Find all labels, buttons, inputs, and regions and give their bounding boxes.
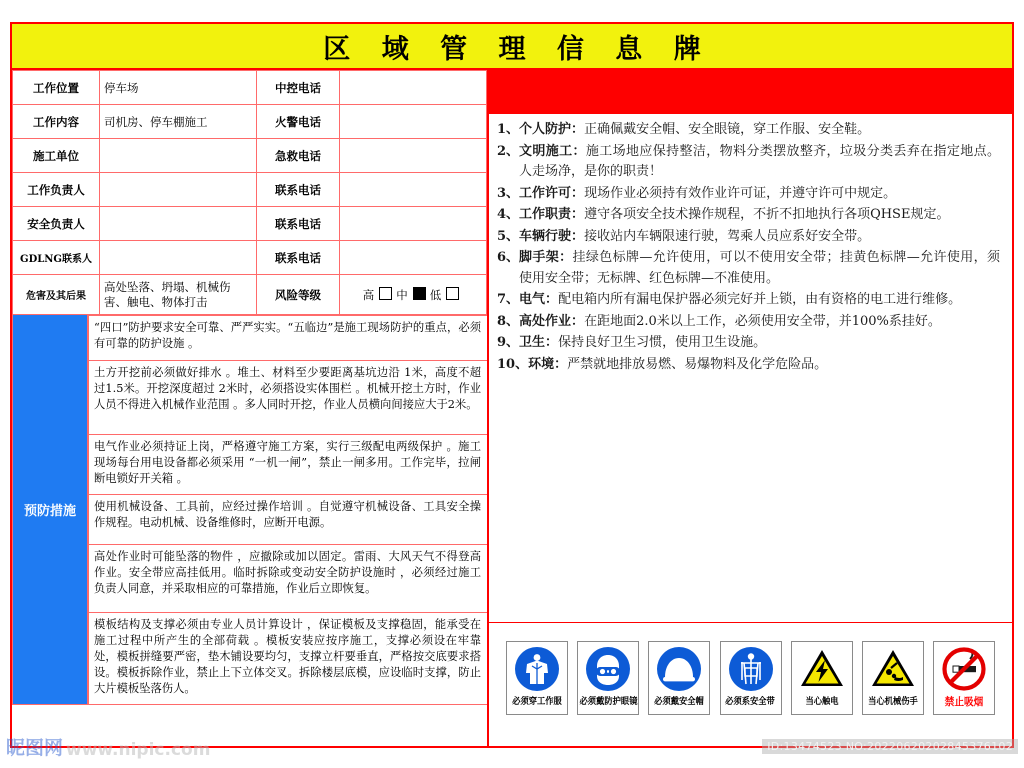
prevention-item: 高处作业时可能坠落的物件 ，应撤除或加以固定。雷雨、大风天气不得登高作业。安全带应高挂低用。临时拆除或变动安全防护设施时 ，必须经过施工负责人同意，并采取相应的可靠措施，作业后立即恢复。	[88, 545, 487, 613]
row-value[interactable]: 停车场	[100, 71, 257, 105]
prevention-item: 土方开挖前必须做好排水 。堆土、材料至少要距离基坑边沿 1米，高度不超过1.5米。开挖深度超过 2米时，必须搭设实体围栏 。机械开挖土方时，作业人员不得进入机械作业范围 。多人同时开挖，作业人员横向间接应大于2米。	[88, 361, 487, 435]
rule-number: 4、	[497, 207, 520, 223]
rule-body	[519, 248, 1000, 289]
no-smoking-icon	[941, 646, 987, 692]
rule-text: 正确佩戴安全帽、安全眼镜，穿工作服、安全鞋。	[584, 122, 871, 137]
rule-body	[519, 312, 1000, 333]
rule-item	[497, 205, 1000, 226]
rule-item	[497, 248, 1000, 289]
rules-list	[489, 114, 1012, 623]
rule-number: 5、	[497, 228, 520, 244]
rule-item	[497, 290, 1000, 311]
rule-title: 车辆行驶：	[519, 228, 585, 244]
info-table	[12, 70, 487, 315]
risk-option[interactable]	[396, 288, 430, 302]
rule-title: 个人防护：	[519, 122, 585, 137]
rule-number: 9、	[497, 335, 520, 351]
risk-option-label: 高	[362, 287, 377, 302]
rule-body	[519, 290, 1000, 311]
rule-title: 工作职责：	[519, 207, 585, 223]
rule-title: 高处作业：	[519, 313, 585, 329]
rule-title: 环境：	[528, 356, 568, 372]
row-value-2[interactable]	[340, 241, 487, 275]
prevention-item-list	[88, 315, 487, 705]
rule-title: 脚手架：	[519, 250, 573, 266]
row-value[interactable]	[100, 173, 257, 207]
safety-sign-caption: 必须戴防护眼镜	[579, 697, 638, 707]
safety-sign-strip	[489, 626, 1012, 746]
rule-number: 3、	[497, 185, 520, 201]
wear-workwear-icon	[514, 646, 560, 692]
rule-body	[519, 333, 1000, 354]
safety-sign	[791, 641, 853, 715]
risk-checkbox[interactable]	[413, 287, 426, 300]
red-header-block	[489, 70, 1012, 114]
rule-text: 施工场地应保持整洁，物料分类摆放整齐，垃圾分类丢弃在指定地点。人走场净，是你的职责！	[519, 143, 1000, 180]
safety-sign	[933, 641, 995, 715]
rule-number: 7、	[497, 292, 520, 308]
nipic-logo: 昵图网	[6, 737, 64, 759]
row-label: 施工单位	[13, 139, 100, 173]
safety-sign-caption: 必须戴安全帽	[654, 697, 705, 707]
row-value[interactable]: 司机房、停车棚施工	[100, 105, 257, 139]
row-label: GDLNG联系人	[13, 241, 100, 275]
wear-helmet-icon	[656, 646, 702, 692]
row-label-2: 联系电话	[257, 241, 340, 275]
rule-item	[497, 120, 1000, 141]
rule-body	[519, 227, 1000, 248]
risk-option[interactable]	[430, 288, 464, 302]
table-row	[13, 207, 487, 241]
rule-title: 文明施工：	[519, 143, 586, 159]
hazard-row	[13, 275, 487, 315]
rule-title: 工作许可：	[519, 185, 585, 201]
safety-sign	[577, 641, 639, 715]
wear-harness-icon	[728, 646, 774, 692]
row-value-2[interactable]	[340, 71, 487, 105]
risk-level-options[interactable]	[340, 275, 487, 315]
row-label-2: 联系电话	[257, 173, 340, 207]
prevention-item: 模板结构及支撑必须由专业人员计算设计 ，保证模板及支撑稳固，能承受在施工过程中所产生的全部荷载 。模板安装应按序施工，支撑必须设在牢靠处，模板拼缝要严密，垫木铺设要均匀，支撑立杆要垂直，严格按交底要求搭设。模板拆除作业，禁止上下立体交叉。拆除楼层底模，应设临时支撑，防止大片模板坠落伤人。	[88, 613, 487, 705]
rule-item	[497, 333, 1000, 354]
rule-body	[519, 120, 1000, 141]
table-row	[13, 71, 487, 105]
prevention-section	[12, 315, 487, 705]
safety-sign-caption: 必须穿工作服	[512, 697, 562, 707]
watermark-id: ID:13474523 NO:20220620202845376102	[762, 739, 1018, 754]
risk-option-label: 中	[396, 287, 410, 302]
row-label: 安全负责人	[13, 207, 100, 241]
safety-sign	[648, 641, 710, 715]
safety-sign	[720, 641, 782, 715]
rule-text: 保持良好卫生习惯，使用卫生设施。	[558, 335, 767, 351]
risk-option[interactable]	[363, 288, 397, 302]
risk-checkbox[interactable]	[446, 287, 459, 300]
rule-text: 在距地面2.0米以上工作，必须使用安全带，并100%系挂好。	[584, 313, 941, 329]
prevention-item: “四口”防护要求安全可靠、严严实实。“五临边”是施工现场防护的重点，必须有可靠的防护设施 。	[88, 315, 487, 361]
table-row	[13, 241, 487, 275]
prevention-item: 电气作业必须持证上岗，严格遵守施工方案，实行三级配电两级保护 。施工现场每台用电设备都必须采用 “一机一闸”，禁止一闸多用。工作完毕，拉闸断电锁好开关箱 。	[88, 435, 487, 495]
rule-body	[528, 355, 1000, 376]
risk-checkbox[interactable]	[379, 287, 392, 300]
safety-sign-caption: 必须系安全带	[725, 697, 776, 707]
row-value[interactable]	[100, 139, 257, 173]
hazard-value[interactable]: 高处坠落、坍塌、机械伤害、触电、物体打击	[100, 275, 257, 315]
rule-body	[519, 205, 1000, 226]
rule-number: 8、	[497, 313, 520, 329]
row-value-2[interactable]	[340, 173, 487, 207]
rule-item	[497, 227, 1000, 248]
row-value-2[interactable]	[340, 105, 487, 139]
wear-goggles-icon	[585, 646, 631, 692]
rule-text: 严禁就地排放易燃、易爆物料及化学危险品。	[567, 356, 828, 372]
electric-shock-icon	[799, 646, 845, 692]
hazard-label: 危害及其后果	[13, 275, 100, 315]
page-title: 区 域 管 理 信 息 牌	[323, 33, 712, 65]
rule-number: 6、	[497, 250, 520, 266]
row-label: 工作负责人	[13, 173, 100, 207]
prevention-item: 使用机械设备、工具前，应经过操作培训 。自觉遵守机械设备、工具安全操作规程。电动机械、设备维修时，应断开电源。	[88, 495, 487, 545]
row-value-2[interactable]	[340, 139, 487, 173]
safety-sign	[506, 641, 568, 715]
nipic-url: www.nipic.com	[66, 740, 211, 760]
safety-sign	[862, 641, 924, 715]
prevention-label: 预防措施	[12, 315, 88, 705]
title-banner	[10, 22, 1014, 70]
row-label: 工作内容	[13, 105, 100, 139]
risk-option-label: 低	[429, 287, 444, 302]
rule-text: 现场作业必须持有效作业许可证，并遵守许可中规定。	[584, 185, 897, 201]
row-label-2: 火警电话	[257, 105, 340, 139]
rule-item	[497, 142, 1000, 183]
table-row	[13, 173, 487, 207]
rule-item	[497, 355, 1000, 376]
table-row	[13, 105, 487, 139]
right-rules-panel	[489, 70, 1014, 748]
row-label: 工作位置	[13, 71, 100, 105]
rule-text: 挂绿色标牌—允许使用，可以不使用安全带；挂黄色标牌—允许使用，须使用安全带；无标牌、红色标牌—不准使用。	[519, 250, 1000, 286]
row-value-2[interactable]	[340, 207, 487, 241]
rule-body	[519, 142, 1000, 183]
row-value[interactable]	[100, 207, 257, 241]
left-info-table	[10, 70, 489, 748]
row-value[interactable]	[100, 241, 257, 275]
rule-text: 接收站内车辆限速行驶，驾乘人员应系好安全带。	[584, 228, 871, 244]
rule-title: 电气：	[519, 292, 559, 308]
rule-item	[497, 184, 1000, 205]
rule-text: 遵守各项安全技术操作规程，不折不扣地执行各项QHSE规定。	[584, 207, 950, 223]
table-row	[13, 139, 487, 173]
rule-number: 2、	[497, 143, 520, 159]
risk-level-label: 风险等级	[257, 275, 340, 315]
rule-text: 配电箱内所有漏电保护器必须完好并上锁，由有资格的电工进行维修。	[558, 292, 962, 308]
safety-sign-caption: 禁止吸烟	[944, 696, 984, 708]
row-label-2: 急救电话	[257, 139, 340, 173]
rule-title: 卫生：	[519, 335, 559, 351]
safety-sign-caption: 当心触电	[805, 697, 839, 707]
rule-number: 1、	[497, 122, 520, 137]
rule-item	[497, 312, 1000, 333]
row-label-2: 联系电话	[257, 207, 340, 241]
rule-number: 10、	[497, 356, 529, 372]
safety-sign-caption: 当心机械伤手	[867, 697, 918, 707]
row-label-2: 中控电话	[257, 71, 340, 105]
machine-hand-injury-icon	[870, 646, 916, 692]
rule-body	[519, 184, 1000, 205]
